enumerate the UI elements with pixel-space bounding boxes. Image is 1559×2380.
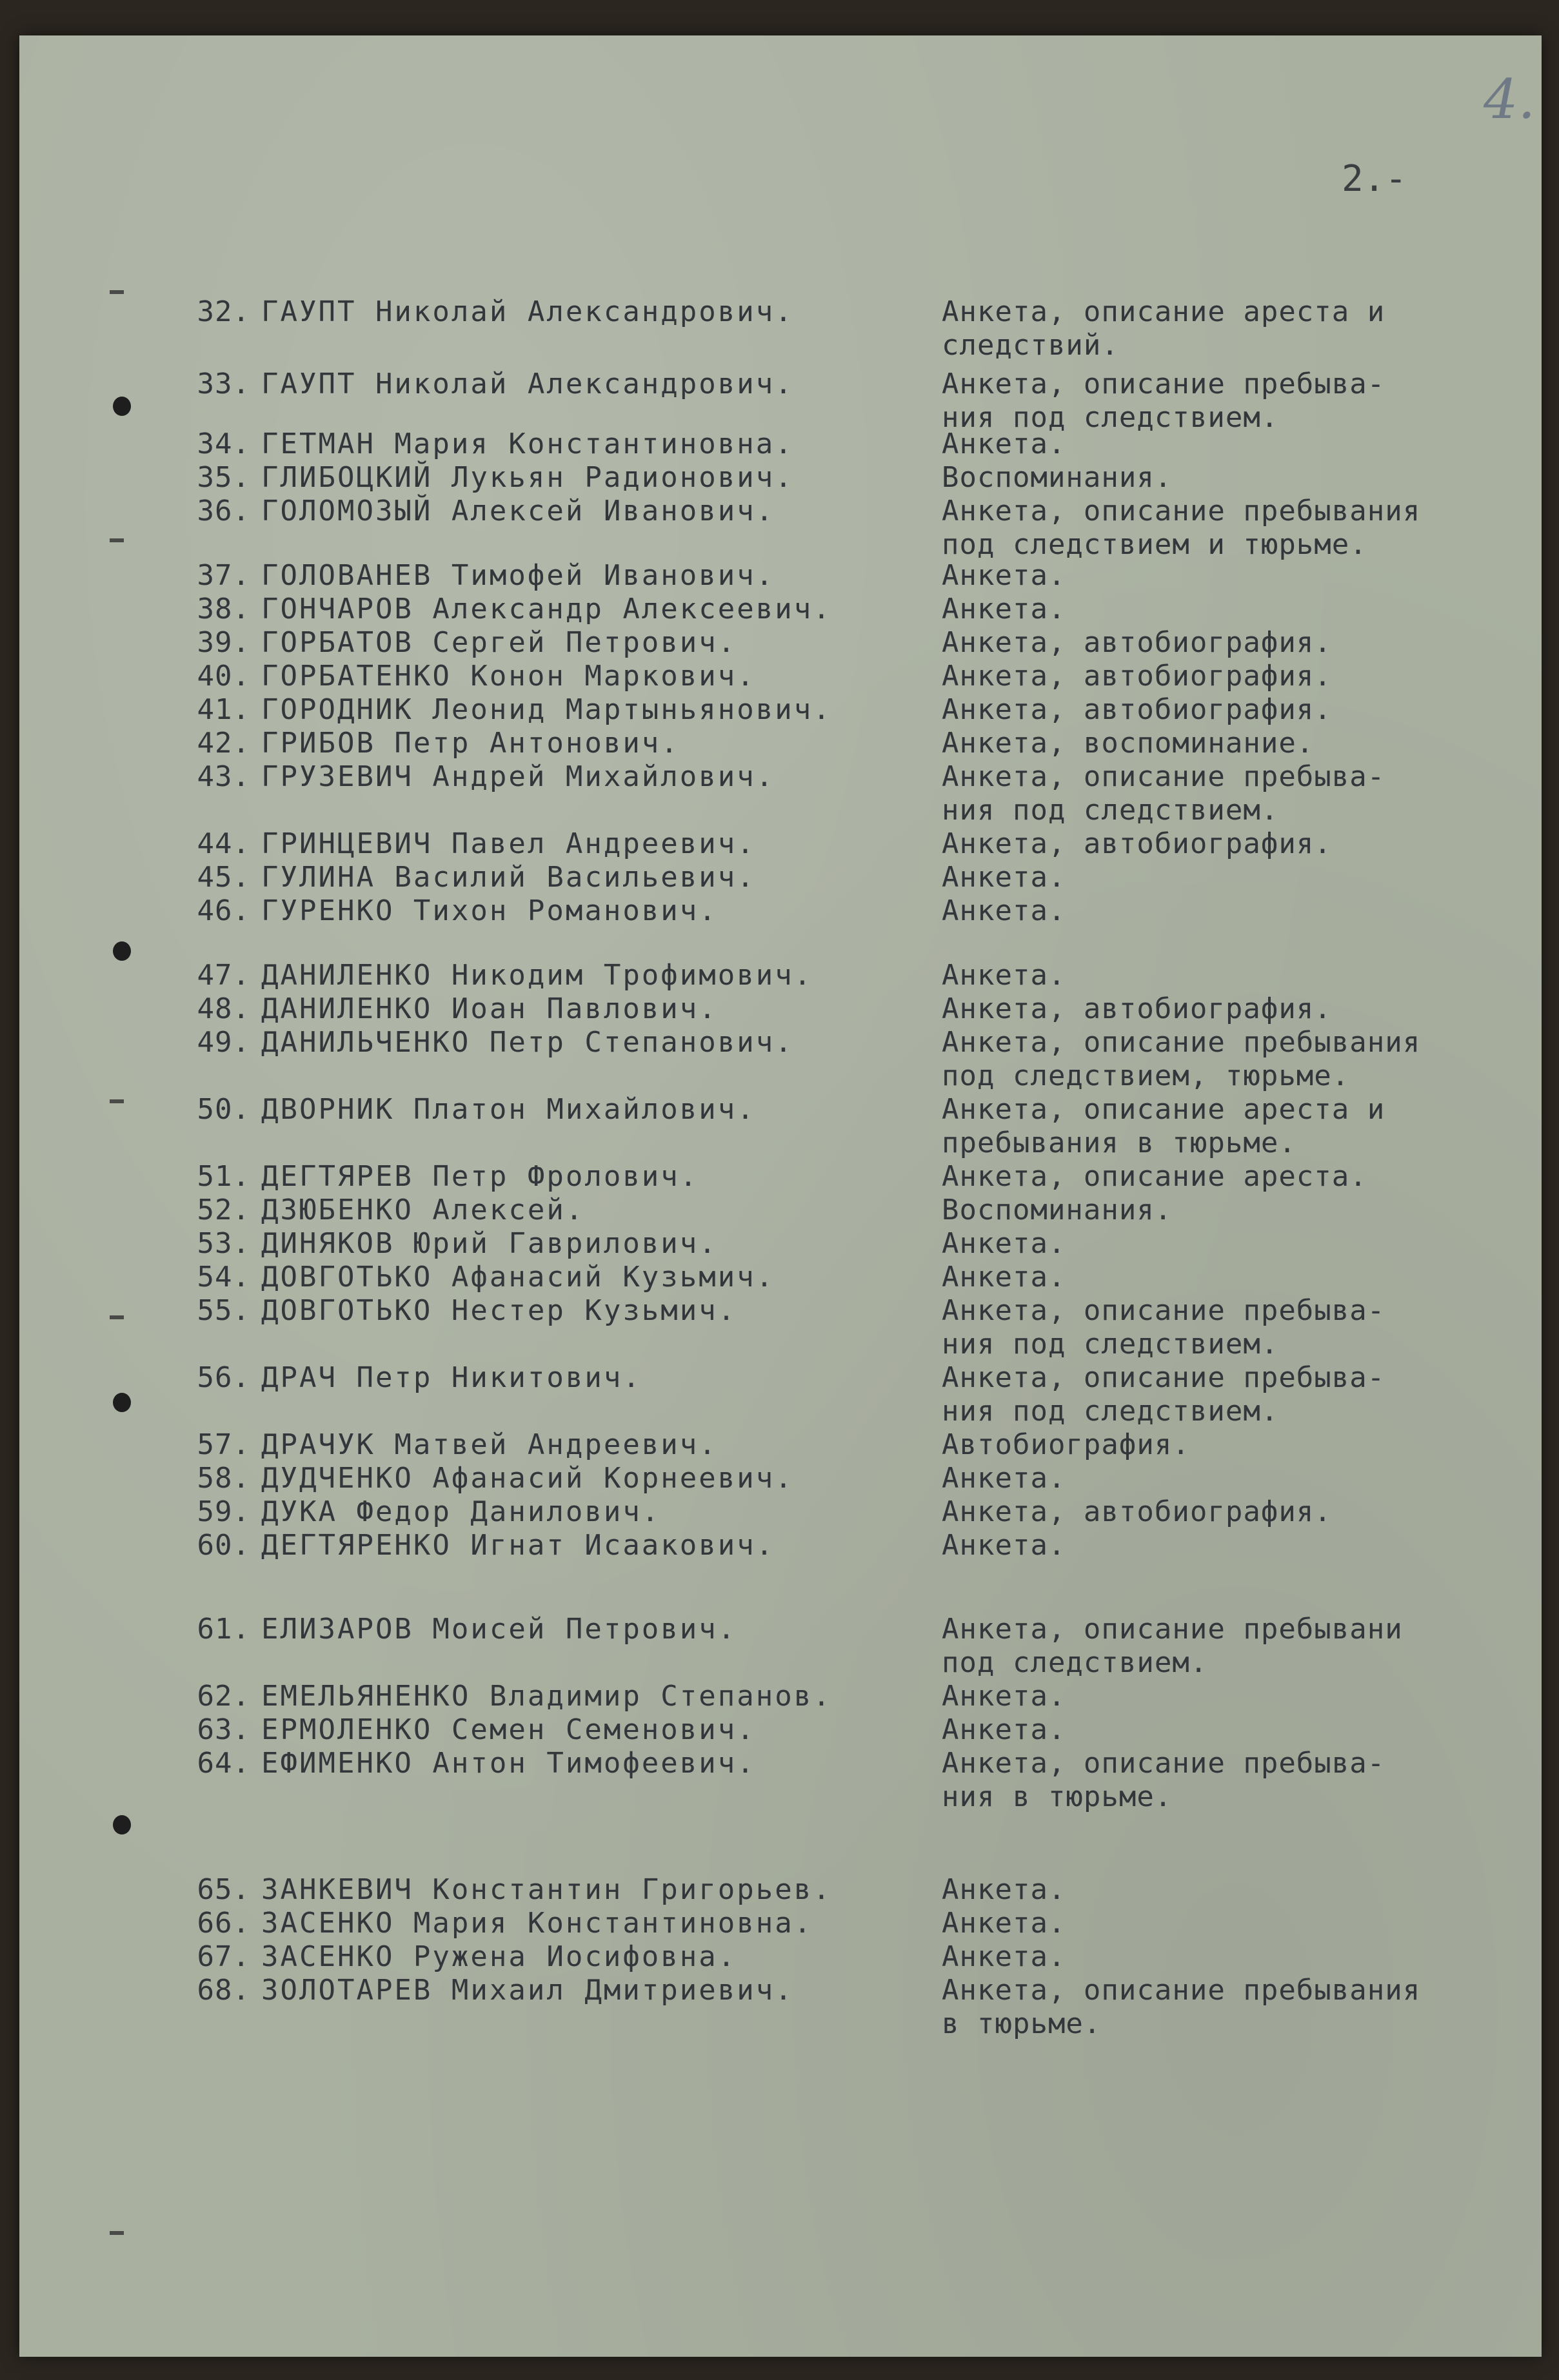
entry-number: 61. (197, 1613, 250, 1646)
entry-description: Анкета, описание пребывания под следствием и тюрьме. (942, 495, 1421, 561)
entry-name: ДОВГОТЬКО Нестер Кузьмич. (261, 1294, 737, 1327)
entry-name: ДАНИЛЕНКО Никодим Трофимович. (261, 959, 813, 992)
entry-name: ГУРЕНКО Тихон Романович. (261, 894, 718, 927)
entry-number: 58. (197, 1462, 250, 1495)
entry-name: ДЗЮБЕНКО Алексей. (261, 1194, 585, 1226)
entry-description: Анкета, автобиография. (942, 992, 1332, 1025)
entry-description: Анкета. (942, 1462, 1066, 1495)
records-list (19, 35, 1542, 2357)
entry-description: Анкета. (942, 861, 1066, 894)
entry-description: Анкета, автобиография. (942, 1495, 1332, 1528)
list-item (19, 1974, 1542, 2077)
entry-number: 67. (197, 1940, 250, 1973)
entry-name: ДОВГОТЬКО Афанасий Кузьмич. (261, 1261, 775, 1293)
entry-name: ЗАНКЕВИЧ Константин Григорьев. (261, 1873, 832, 1906)
entry-description: Анкета. (942, 593, 1066, 625)
entry-name: ГОЛОМОЗЫЙ Алексей Иванович. (261, 495, 775, 527)
entry-number: 33. (197, 368, 250, 400)
entry-name: ГРИНЦЕВИЧ Павел Андреевич. (261, 827, 756, 860)
entry-name: ДАНИЛЬЧЕНКО Петр Степанович. (261, 1026, 794, 1059)
list-item (19, 1747, 1542, 1850)
entry-number: 59. (197, 1495, 250, 1528)
entry-number: 62. (197, 1680, 250, 1713)
entry-number: 38. (197, 593, 250, 625)
entry-number: 45. (197, 861, 250, 894)
entry-name: ЕРМОЛЕНКО Семен Семенович. (261, 1713, 756, 1746)
entry-number: 47. (197, 959, 250, 992)
entry-name: ЗАСЕНКО Ружена Иосифовна. (261, 1940, 737, 1973)
entry-description: Анкета. (942, 1873, 1066, 1906)
entry-description: Воспоминания. (942, 461, 1173, 494)
entry-description: Анкета, описание ареста и следствий. (942, 295, 1385, 362)
entry-description: Воспоминания. (942, 1194, 1173, 1226)
entry-name: ГРУЗЕВИЧ Андрей Михайлович. (261, 760, 775, 793)
entry-name: ГАУПТ Николай Александрович. (261, 368, 794, 400)
entry-description: Анкета. (942, 1713, 1066, 1746)
entry-description: Анкета, описание пребывани под следствием. (942, 1613, 1403, 1679)
entry-name: ГОНЧАРОВ Александр Алексеевич. (261, 593, 832, 625)
entry-number: 34. (197, 428, 250, 460)
entry-description: Анкета, описание ареста и пребывания в тюрьме. (942, 1093, 1385, 1159)
entry-number: 60. (197, 1529, 250, 1562)
entry-number: 36. (197, 495, 250, 527)
entry-number: 48. (197, 992, 250, 1025)
entry-description: Анкета, описание пребыва- ния под следствием. (942, 760, 1385, 827)
entry-number: 52. (197, 1194, 250, 1226)
entry-number: 35. (197, 461, 250, 494)
entry-number: 50. (197, 1093, 250, 1126)
entry-number: 68. (197, 1974, 250, 2007)
entry-number: 42. (197, 727, 250, 760)
entry-number: 56. (197, 1361, 250, 1394)
entry-description: Анкета. (942, 1261, 1066, 1293)
entry-name: ГАУПТ Николай Александрович. (261, 295, 794, 328)
entry-description: Анкета. (942, 559, 1066, 592)
entry-number: 43. (197, 760, 250, 793)
entry-number: 37. (197, 559, 250, 592)
entry-name: ГЕТМАН Мария Константиновна. (261, 428, 794, 460)
entry-description: Анкета, описание пребывания в тюрьме. (942, 1974, 1421, 2040)
entry-name: ГРИБОВ Петр Антонович. (261, 727, 680, 760)
entry-number: 65. (197, 1873, 250, 1906)
entry-description: Анкета. (942, 894, 1066, 927)
entry-name: ЕЛИЗАРОВ Моисей Петрович. (261, 1613, 737, 1646)
entry-number: 32. (197, 295, 250, 328)
entry-description: Анкета, описание пребывания под следствием, тюрьме. (942, 1026, 1421, 1092)
entry-name: ДВОРНИК Платон Михайлович. (261, 1093, 756, 1126)
entry-description: Анкета, автобиография. (942, 827, 1332, 860)
entry-name: ЕФИМЕНКО Антон Тимофеевич. (261, 1747, 756, 1780)
entry-number: 46. (197, 894, 250, 927)
entry-description: Анкета, воспоминание. (942, 727, 1315, 760)
entry-description: Автобиография. (942, 1428, 1190, 1461)
entry-name: ГУЛИНА Василий Васильевич. (261, 861, 756, 894)
entry-number: 44. (197, 827, 250, 860)
entry-description: Анкета. (942, 1529, 1066, 1562)
entry-description: Анкета. (942, 428, 1066, 460)
entry-name: ГОРБАТОВ Сергей Петрович. (261, 626, 737, 659)
entry-name: ДУДЧЕНКО Афанасий Корнеевич. (261, 1462, 794, 1495)
entry-name: ЗОЛОТАРЕВ Михаил Дмитриевич. (261, 1974, 794, 2007)
entry-number: 39. (197, 626, 250, 659)
entry-description: Анкета. (942, 1680, 1066, 1713)
entry-name: ГОРОДНИК Леонид Мартыньянович. (261, 693, 832, 726)
entry-description: Анкета. (942, 1907, 1066, 1940)
entry-number: 40. (197, 660, 250, 693)
entry-description: Анкета, описание пребыва- ния под следствием. (942, 1361, 1385, 1428)
document-page (19, 35, 1542, 2357)
pencil-folio-number: 4. (1484, 68, 1536, 131)
entry-description: Анкета, автобиография. (942, 626, 1332, 659)
entry-name: ДАНИЛЕНКО Иоан Павлович. (261, 992, 718, 1025)
entry-name: ДЕГТЯРЕВ Петр Фролович. (261, 1160, 699, 1193)
entry-description: Анкета, описание ареста. (942, 1160, 1367, 1193)
entry-number: 64. (197, 1747, 250, 1780)
entry-number: 55. (197, 1294, 250, 1327)
page-number: 2.- (1342, 158, 1407, 200)
entry-number: 63. (197, 1713, 250, 1746)
entry-name: ГОРБАТЕНКО Конон Маркович. (261, 660, 756, 693)
entry-number: 66. (197, 1907, 250, 1940)
entry-description: Анкета. (942, 1940, 1066, 1973)
entry-description: Анкета. (942, 959, 1066, 992)
entry-name: ДЕГТЯРЕНКО Игнат Исаакович. (261, 1529, 775, 1562)
entry-description: Анкета. (942, 1227, 1066, 1260)
entry-name: ДРАЧУК Матвей Андреевич. (261, 1428, 718, 1461)
entry-name: ДРАЧ Петр Никитович. (261, 1361, 642, 1394)
entry-description: Анкета, автобиография. (942, 660, 1332, 693)
entry-name: ЗАСЕНКО Мария Константиновна. (261, 1907, 813, 1940)
entry-number: 54. (197, 1261, 250, 1293)
entry-description: Анкета, описание пребыва- ния под следствием. (942, 1294, 1385, 1361)
entry-description: Анкета, описание пребыва- ния в тюрьме. (942, 1747, 1385, 1813)
entry-number: 49. (197, 1026, 250, 1059)
entry-name: ГОЛОВАНЕВ Тимофей Иванович. (261, 559, 775, 592)
entry-name: ЕМЕЛЬЯНЕНКО Владимир Степанов. (261, 1680, 832, 1713)
entry-description: Анкета, автобиография. (942, 693, 1332, 726)
entry-name: ДИНЯКОВ Юрий Гаврилович. (261, 1227, 718, 1260)
entry-number: 51. (197, 1160, 250, 1193)
entry-name: ДУКА Федор Данилович. (261, 1495, 661, 1528)
entry-number: 57. (197, 1428, 250, 1461)
entry-number: 41. (197, 693, 250, 726)
entry-name: ГЛИБОЦКИЙ Лукьян Радионович. (261, 461, 794, 494)
entry-description: Анкета, описание пребыва- ния под следствием. (942, 368, 1385, 434)
entry-number: 53. (197, 1227, 250, 1260)
